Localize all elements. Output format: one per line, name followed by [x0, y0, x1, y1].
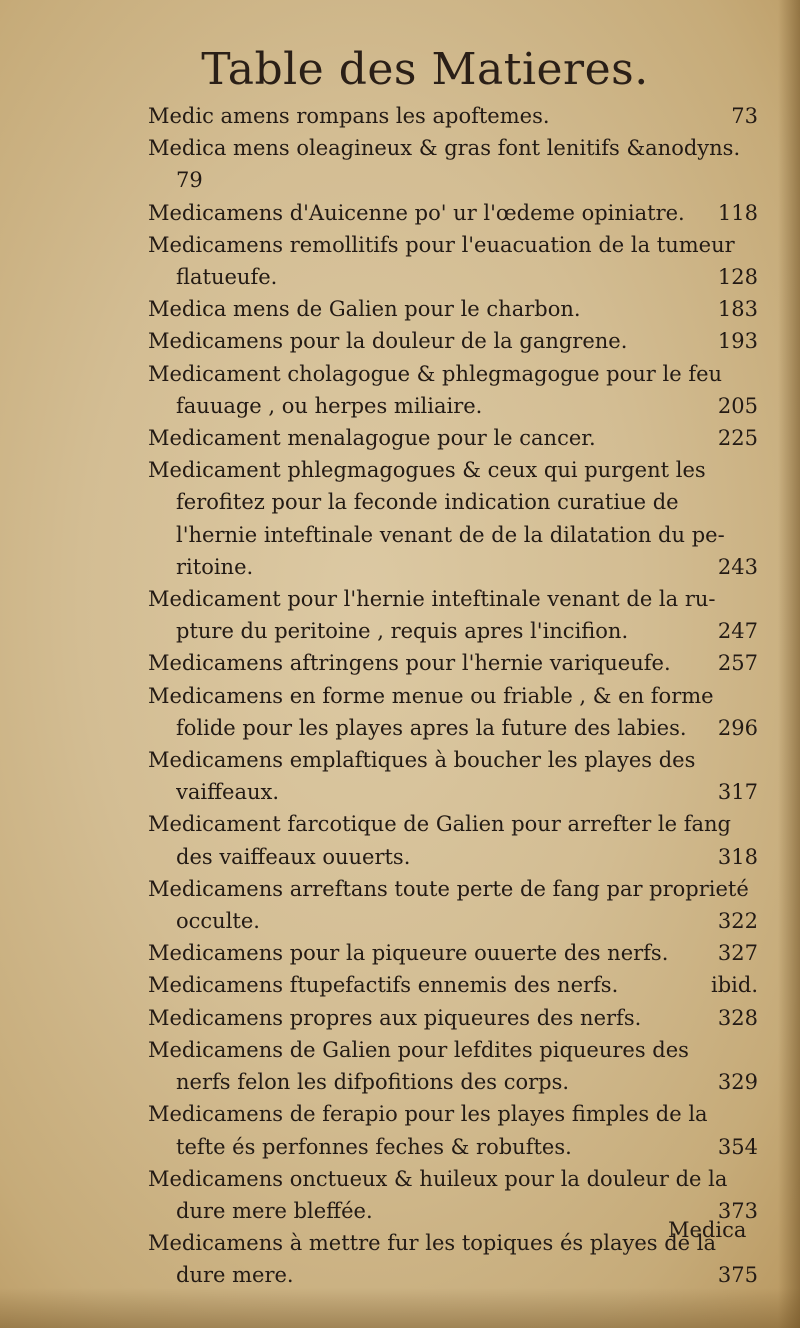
- entry-line: [148, 454, 758, 486]
- entry-line: [148, 229, 758, 261]
- entry-line: [148, 1002, 758, 1034]
- page-number: ibid.: [711, 973, 758, 998]
- index-entries: [148, 100, 758, 1292]
- index-entry: [148, 1163, 758, 1227]
- page-number: 322: [717, 909, 758, 934]
- entry-text: Medicament phlegmagogues & ceux qui purgent les: [148, 458, 706, 483]
- entry-line: [148, 1131, 758, 1163]
- entry-text: Medic amens rompans les apoftemes.: [148, 104, 550, 128]
- page-number: 329: [717, 1070, 758, 1095]
- index-entry: [148, 1034, 758, 1098]
- entry-text: dure mere bleffée.: [176, 1198, 373, 1223]
- page-number: 243: [717, 554, 758, 579]
- entry-line: [148, 519, 758, 551]
- entry-line: [148, 100, 758, 132]
- entry-text: des vaiffeaux ouuerts.: [176, 844, 411, 869]
- entry-line: [148, 776, 758, 808]
- index-entry: [148, 454, 758, 583]
- index-entry: [148, 1002, 758, 1034]
- index-entry: [148, 744, 758, 808]
- entry-text: Medicamens emplaftiques à boucher les playes des: [148, 748, 696, 773]
- entry-line: [148, 744, 758, 776]
- entry-text: Medicamens de ferapio pour les playes fimples de la: [148, 1102, 708, 1127]
- entry-line: [148, 1227, 758, 1259]
- entry-text: vaiffeaux.: [176, 780, 280, 805]
- entry-line: [148, 358, 758, 390]
- entry-line: [148, 132, 758, 164]
- page-number: 118: [717, 200, 758, 225]
- entry-text: Medicamens à mettre fur les topiques és playes de la: [148, 1231, 717, 1256]
- entry-text: nerfs felon les difpofitions des corps.: [176, 1070, 570, 1095]
- page-number: 328: [717, 1005, 758, 1030]
- entry-line: [148, 293, 758, 325]
- index-entry: [148, 325, 758, 357]
- entry-text: Medicament pour l'hernie inteftinale venant de la ru-: [148, 587, 716, 612]
- entry-line: [148, 937, 758, 969]
- entry-text: Medicamens en forme menue ou friable , & en forme: [148, 683, 714, 708]
- index-entry: [148, 583, 758, 647]
- index-entry: [148, 358, 758, 422]
- entry-text: Medicamens pour la piqueure ouuerte des nerfs.: [148, 941, 669, 966]
- index-entry: [148, 808, 758, 872]
- entry-text: Medica mens de Galien pour le charbon.: [148, 297, 581, 322]
- entry-text: Medicamens ftupefactifs ennemis des nerfs.: [148, 973, 619, 998]
- entry-line: [148, 647, 758, 679]
- entry-text: folide pour les playes apres la future des labies.: [176, 715, 687, 740]
- entry-line: [148, 486, 758, 518]
- entry-text: Medicament menalagogue pour le cancer.: [148, 426, 596, 451]
- entry-line: [148, 808, 758, 840]
- entry-text: Medicament cholagogue & phlegmagogue pour le feu: [148, 361, 723, 386]
- page-title: Table des Matieres.: [201, 44, 649, 95]
- entry-text: Medicamens propres aux piqueures des nerfs.: [148, 1005, 642, 1030]
- index-entry: [148, 1227, 758, 1291]
- page-number: 317: [717, 780, 758, 805]
- entry-text: flatueufe.: [176, 265, 278, 290]
- entry-text: ferofitez pour la feconde indication curatiue de: [176, 490, 679, 515]
- entry-text: 79: [176, 168, 203, 193]
- catchword: Medica: [668, 1218, 747, 1242]
- entry-line: [148, 1259, 758, 1291]
- entry-text: l'hernie inteftinale venant de de la dilatation du pe-: [176, 522, 725, 547]
- index-entry: [148, 873, 758, 937]
- entry-text: Medicamens d'Auicenne po' ur l'œdeme opiniatre.: [148, 200, 685, 225]
- entry-text: pture du peritoine , requis apres l'incifion.: [176, 619, 629, 644]
- entry-line: [148, 680, 758, 712]
- entry-line: [148, 390, 758, 422]
- entry-line: [148, 583, 758, 615]
- page-number: 225: [717, 426, 758, 451]
- index-entry: [148, 937, 758, 969]
- entry-text: Medicamens pour la douleur de la gangrene.: [148, 329, 628, 354]
- entry-text: Medica mens oleagineux & gras font lenitifs &anodyns.: [148, 136, 741, 161]
- page-number: 257: [717, 651, 758, 676]
- entry-text: dure mere.: [176, 1263, 294, 1288]
- entry-line: [148, 1195, 758, 1227]
- index-entry: [148, 422, 758, 454]
- entry-line: [148, 873, 758, 905]
- entry-text: Medicamens aftringens pour l'hernie variqueufe.: [148, 651, 671, 676]
- entry-text: tefte és perfonnes feches & robuftes.: [176, 1134, 572, 1159]
- entry-text: Medicament farcotique de Galien pour arrefter le fang: [148, 812, 731, 837]
- index-entry: [148, 647, 758, 679]
- page-number: 193: [717, 329, 758, 354]
- page-number: 318: [717, 844, 758, 869]
- entry-line: [148, 325, 758, 357]
- entry-line: [148, 261, 758, 293]
- page-number: 247: [717, 619, 758, 644]
- index-entry: [148, 293, 758, 325]
- page-number: 183: [717, 297, 758, 322]
- index-entry: [148, 680, 758, 744]
- entry-line: [148, 551, 758, 583]
- page-number: 373: [717, 1198, 758, 1223]
- entry-line: [148, 197, 758, 229]
- entry-text: ritoine.: [176, 554, 254, 579]
- index-entry: [148, 132, 758, 196]
- page-bottom-shadow: [0, 1288, 800, 1328]
- entry-text: fauuage , ou herpes miliaire.: [176, 393, 483, 418]
- entry-line: [148, 1098, 758, 1130]
- entry-line: [148, 1066, 758, 1098]
- page-number: 354: [717, 1134, 758, 1159]
- entry-line: [148, 969, 758, 1001]
- entry-line: [148, 712, 758, 744]
- page-number: 296: [717, 715, 758, 740]
- entry-line: [148, 1034, 758, 1066]
- page-edge-shadow: [778, 0, 800, 1328]
- index-entry: [148, 1098, 758, 1162]
- entry-line: [148, 615, 758, 647]
- entry-line: [148, 905, 758, 937]
- index-entry: [148, 969, 758, 1001]
- entry-text: Medicamens onctueux & huileux pour la douleur de la: [148, 1166, 728, 1191]
- entry-line: [148, 1163, 758, 1195]
- entry-text: Medicamens remollitifs pour l'euacuation de la tumeur: [148, 232, 735, 257]
- index-entry: [148, 229, 758, 293]
- index-entry: [148, 100, 758, 132]
- entry-text: Medicamens de Galien pour lefdites piqueures des: [148, 1037, 689, 1062]
- page-number: 128: [717, 265, 758, 290]
- entry-text: Medicamens arreftans toute perte de fang par proprieté: [148, 876, 749, 901]
- page-number: 205: [717, 393, 758, 418]
- page-number: 73: [731, 104, 758, 128]
- page-number: 375: [717, 1263, 758, 1288]
- index-entry: [148, 197, 758, 229]
- entry-text: occulte.: [176, 909, 260, 934]
- entry-line: [148, 422, 758, 454]
- entry-line: [148, 841, 758, 873]
- entry-line: [148, 164, 758, 196]
- page-number: 327: [717, 941, 758, 966]
